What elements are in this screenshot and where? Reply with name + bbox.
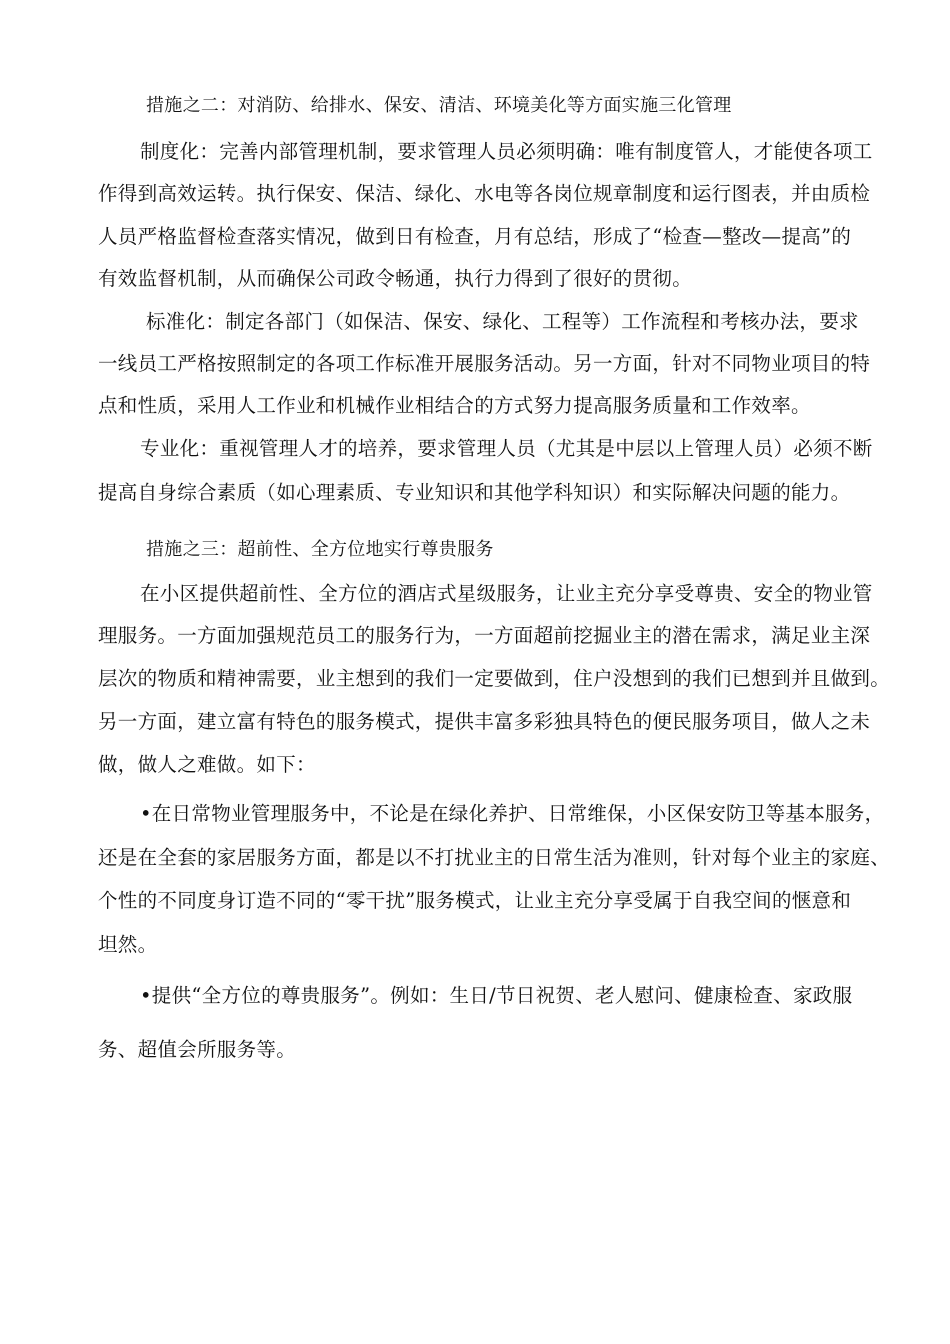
paragraph-line: 做，做人之难做。如下：	[98, 753, 316, 776]
paragraph-line: 层次的物质和精神需要，业主想到的我们一定要做到，住户没想到的我们已想到并且做到。	[98, 667, 891, 690]
paragraph-line: 另一方面，建立富有特色的服务模式，提供丰富多彩独具特色的便民服务项目，做人之未	[98, 710, 871, 733]
paragraph-line: 在小区提供超前性、全方位的酒店式星级服务，让业主充分享受尊贵、安全的物业管	[140, 582, 873, 605]
bullet-line: •在日常物业管理服务中，不论是在绿化养护、日常维保，小区保安防卫等基本服务，	[140, 802, 885, 825]
measure2-heading: 措施之二：对消防、给排水、保安、清洁、环境美化等方面实施三化管理	[146, 95, 732, 116]
paragraph-line: 标准化：制定各部门（如保洁、保安、绿化、工程等）工作流程和考核办法，要求	[146, 310, 859, 333]
paragraph-line: 理服务。一方面加强规范员工的服务行为，一方面超前挖掘业主的潜在需求，满足业主深	[98, 624, 871, 647]
bullet-line: 坦然。	[98, 933, 158, 956]
paragraph-line: 作得到高效运转。执行保安、保洁、绿化、水电等各岗位规章制度和运行图表，并由质检	[98, 182, 871, 205]
paragraph-line: 一线员工严格按照制定的各项工作标准开展服务活动。另一方面，针对不同物业项目的特	[98, 352, 871, 375]
bullet-line: •提供“全方位的尊贵服务”。例如：生日/节日祝贺、老人慰问、健康检查、家政服	[140, 984, 853, 1007]
paragraph-line: 提高自身综合素质（如心理素质、专业知识和其他学科知识）和实际解决问题的能力。	[98, 481, 851, 504]
paragraph-line: 点和性质，采用人工作业和机械作业相结合的方式努力提高服务质量和工作效率。	[98, 394, 811, 417]
bullet-line: 个性的不同度身订造不同的“零干扰”服务模式，让业主充分享受属于自我空间的惬意和	[98, 889, 852, 912]
bullet-line: 务、超值会所服务等。	[98, 1038, 297, 1061]
paragraph-line: 专业化：重视管理人才的培养，要求管理人员（尤其是中层以上管理人员）必须不断	[140, 437, 873, 460]
measure3-heading: 措施之三：超前性、全方位地实行尊贵服务	[146, 539, 494, 560]
paragraph-line: 有效监督机制，从而确保公司政令畅通，执行力得到了很好的贯彻。	[98, 267, 693, 290]
bullet-line: 还是在全套的家居服务方面，都是以不打扰业主的日常生活为准则，针对每个业主的家庭、	[98, 846, 891, 869]
paragraph-line: 人员严格监督检查落实情况，做到日有检查，月有总结，形成了“检查—整改—提高”的	[98, 225, 852, 248]
paragraph-line: 制度化：完善内部管理机制，要求管理人员必须明确：唯有制度管人，才能使各项工	[140, 140, 873, 163]
